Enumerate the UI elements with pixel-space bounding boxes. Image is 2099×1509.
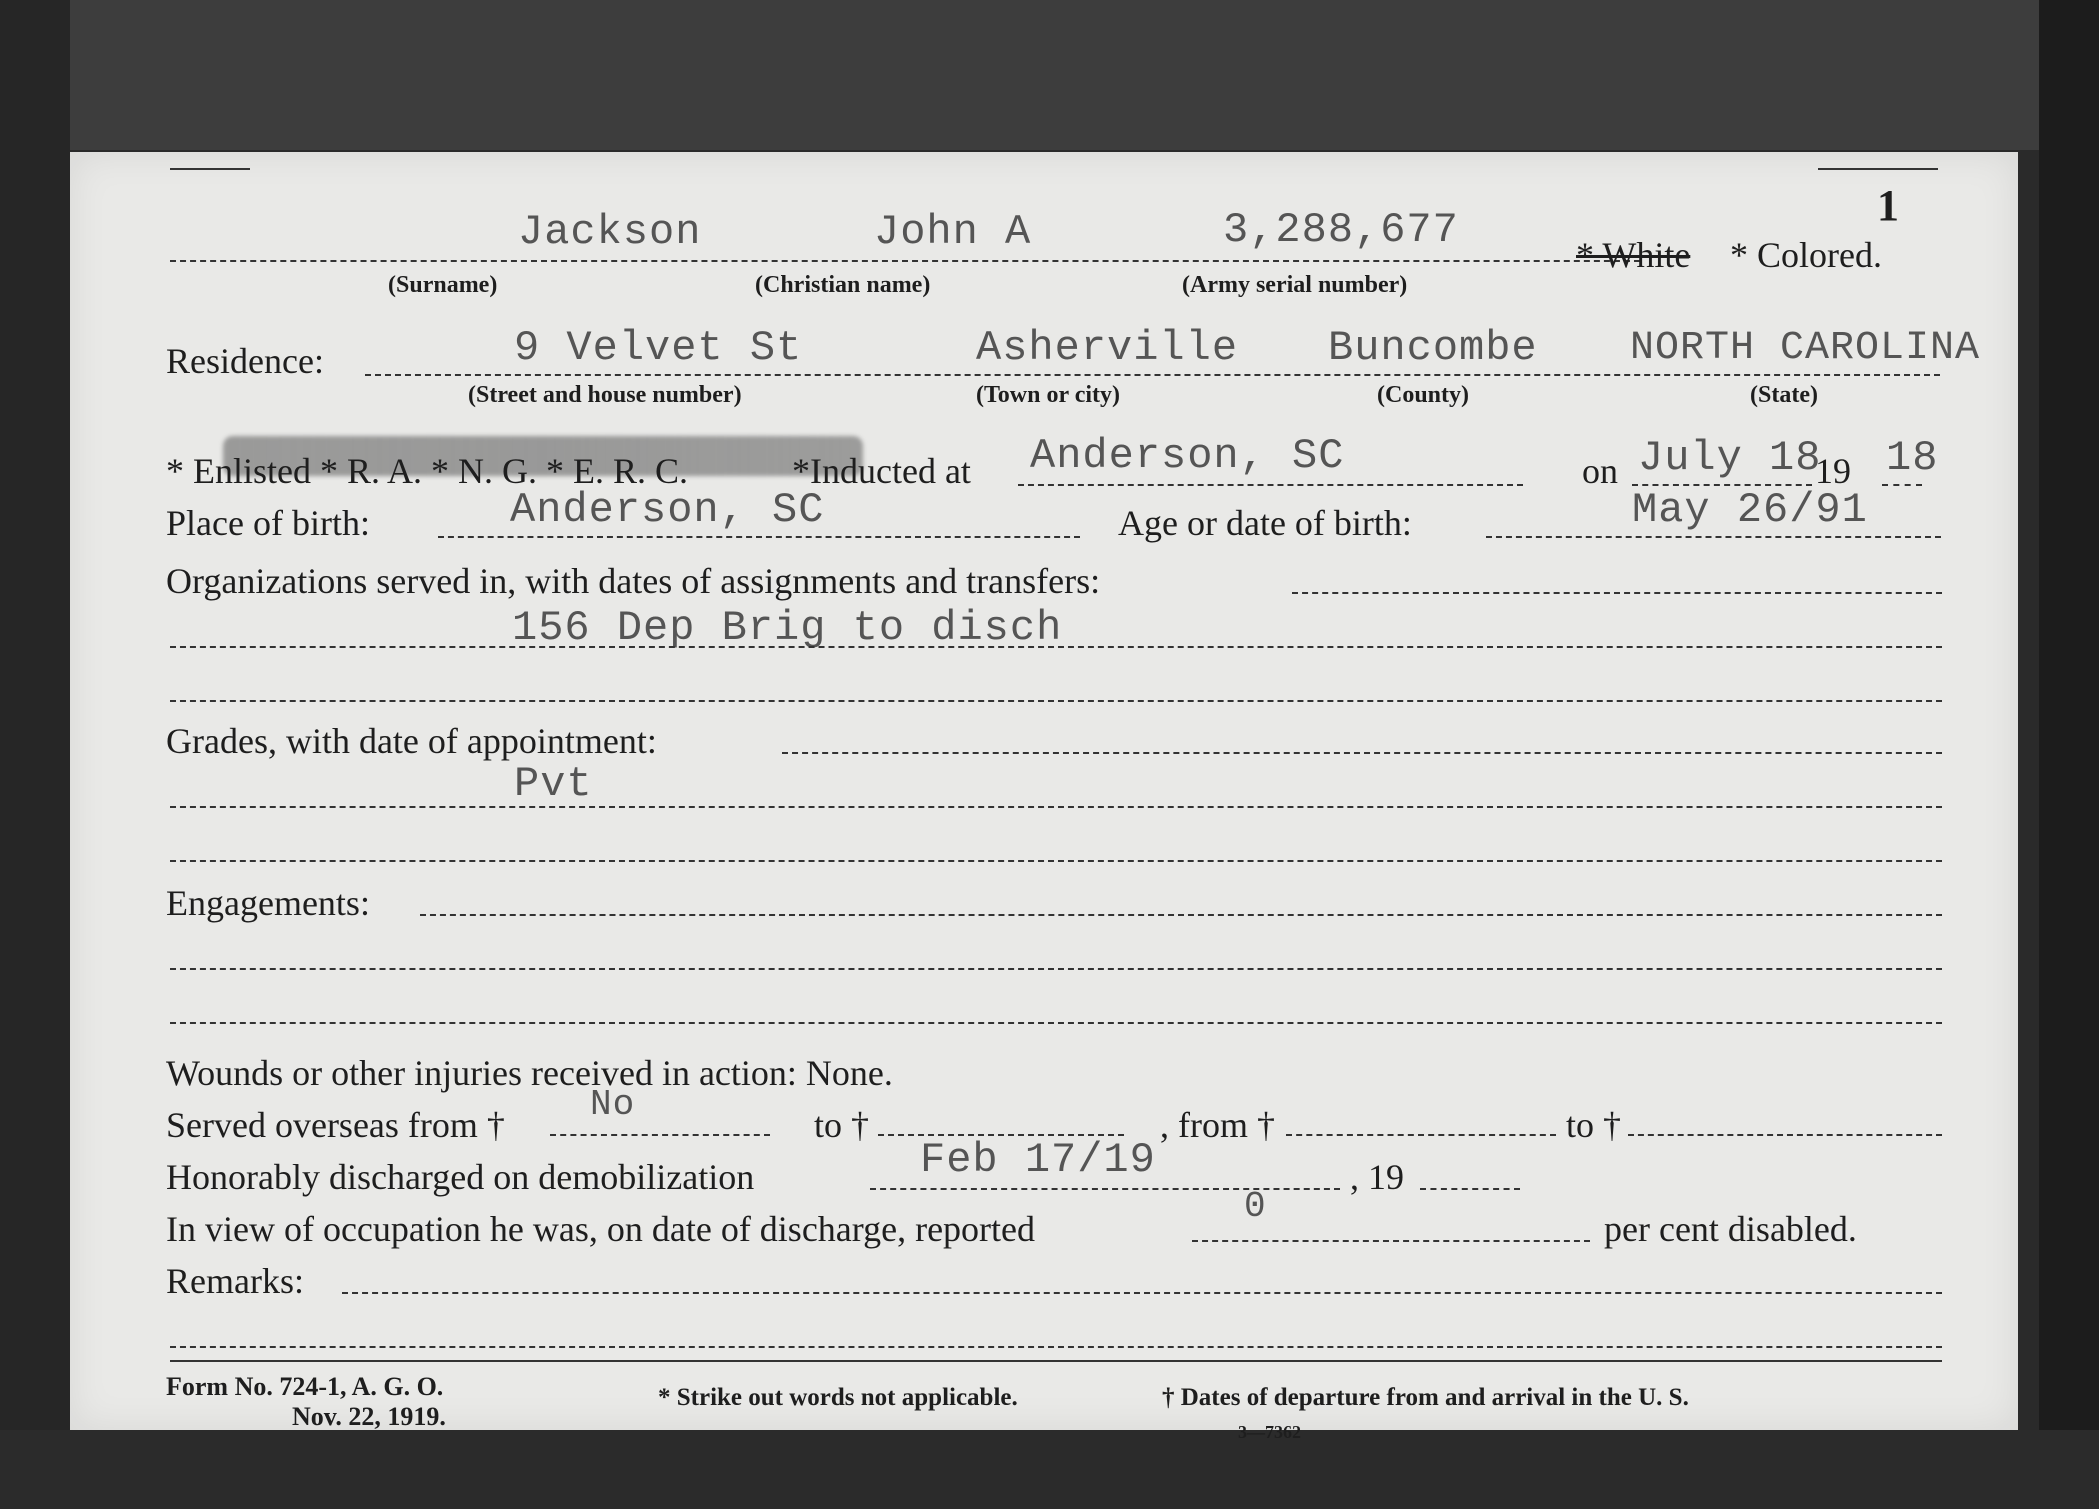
overseas-to-label-2: to †	[1566, 1105, 1622, 1145]
engagements-line-2	[170, 968, 1942, 970]
race-colored: * Colored.	[1730, 235, 1882, 275]
top-left-rule	[170, 168, 250, 170]
birth-age-label: Age or date of birth:	[1118, 503, 1412, 543]
engagements-label: Engagements:	[166, 883, 370, 923]
birth-place-line	[438, 536, 1080, 538]
remarks-line-1	[342, 1292, 1942, 1294]
overseas-from-label-2: , from †	[1160, 1105, 1275, 1145]
grades-line-1	[782, 752, 1942, 754]
engagements-line-1	[420, 914, 1942, 916]
dates-note: † Dates of departure from and arrival in the U. S.	[1162, 1384, 1689, 1411]
discharge-year-line	[1420, 1188, 1520, 1190]
grades-line-3	[170, 860, 1942, 862]
grades-value: Pvt	[514, 760, 593, 808]
overseas-to-label-1: to †	[814, 1105, 870, 1145]
caption-county: (County)	[1377, 382, 1470, 408]
disability-line	[1192, 1240, 1590, 1242]
overseas-from-line-2	[1286, 1134, 1556, 1136]
caption-surname: (Surname)	[388, 272, 498, 298]
caption-street: (Street and house number)	[468, 382, 742, 408]
form-number: Form No. 724-1, A. G. O.	[166, 1372, 444, 1401]
service-record-card	[70, 152, 2018, 1442]
overseas-label: Served overseas from †	[166, 1105, 505, 1145]
residence-label: Residence:	[166, 341, 324, 381]
caption-state: (State)	[1750, 382, 1818, 408]
remarks-label: Remarks:	[166, 1261, 304, 1301]
induction-year-suffix: 18	[1886, 434, 1939, 482]
strike-note: * Strike out words not applicable.	[658, 1384, 1018, 1411]
grades-line-2	[170, 806, 1942, 808]
residence-state: NORTH CAROLINA	[1630, 326, 1981, 371]
residence-county: Buncombe	[1328, 324, 1538, 372]
birth-date-line	[1486, 536, 1941, 538]
organizations-line-2	[170, 646, 1942, 648]
surname-value: Jackson	[518, 208, 702, 256]
top-right-rule	[1818, 168, 1938, 170]
overseas-from-line	[550, 1134, 770, 1136]
birth-place: Anderson, SC	[510, 486, 825, 534]
on-label: on	[1582, 451, 1618, 491]
organizations-line-1	[1292, 592, 1942, 594]
organizations-line-3	[170, 700, 1942, 702]
induction-year-line	[1882, 484, 1922, 486]
caption-town: (Town or city)	[976, 382, 1120, 408]
residence-town: Asherville	[976, 324, 1239, 372]
footer-rule	[170, 1360, 1942, 1362]
organizations-label: Organizations served in, with dates of assignments and transfers:	[166, 561, 1101, 601]
form-date: Nov. 22, 1919.	[292, 1402, 446, 1431]
christian-name-value: John A	[874, 208, 1032, 256]
organizations-value: 156 Dep Brig to disch	[512, 604, 1063, 652]
background-top	[0, 0, 2099, 150]
inducted-place: Anderson, SC	[1030, 432, 1345, 480]
discharge-label: Honorably discharged on demobilization	[166, 1157, 755, 1197]
print-code: 3—7362	[1238, 1422, 1301, 1442]
disability-label: In view of occupation he was, on date of discharge, reported	[166, 1209, 1036, 1249]
overseas-value: No	[590, 1084, 636, 1125]
background-left	[0, 0, 70, 1509]
induction-date: July 18	[1638, 434, 1822, 482]
remarks-line-2	[170, 1346, 1942, 1348]
induction-year-prefix: 19	[1815, 451, 1851, 491]
name-line	[170, 260, 1640, 262]
discharge-date: Feb 17/19	[920, 1136, 1156, 1184]
caption-serial-number: (Army serial number)	[1182, 272, 1408, 298]
birth-date: May 26/91	[1632, 486, 1868, 534]
overseas-to-line-2	[1628, 1134, 1942, 1136]
inducted-line	[1018, 484, 1523, 486]
caption-christian-name: (Christian name)	[755, 272, 931, 298]
discharge-line	[870, 1188, 1340, 1190]
birth-place-label: Place of birth:	[166, 503, 370, 543]
disability-value: 0	[1244, 1186, 1267, 1227]
enlisted-options: * Enlisted * R. A. * N. G. * E. R. C.	[166, 451, 689, 491]
engagements-line-3	[170, 1022, 1942, 1024]
race-white: * White	[1576, 235, 1691, 275]
residence-line	[365, 374, 1940, 376]
discharge-year: , 19	[1350, 1157, 1404, 1197]
background-bottom	[0, 1430, 2099, 1509]
grades-label: Grades, with date of appointment:	[166, 721, 657, 761]
wounds-label: Wounds or other injuries received in action: None.	[166, 1053, 893, 1093]
serial-number-value: 3,288,677	[1223, 206, 1459, 254]
residence-street: 9 Velvet St	[514, 324, 803, 372]
disability-suffix: per cent disabled.	[1604, 1209, 1857, 1249]
card-number: 1	[1877, 181, 1899, 230]
background-right	[2039, 0, 2099, 1509]
inducted-label: *Inducted at	[792, 451, 971, 491]
